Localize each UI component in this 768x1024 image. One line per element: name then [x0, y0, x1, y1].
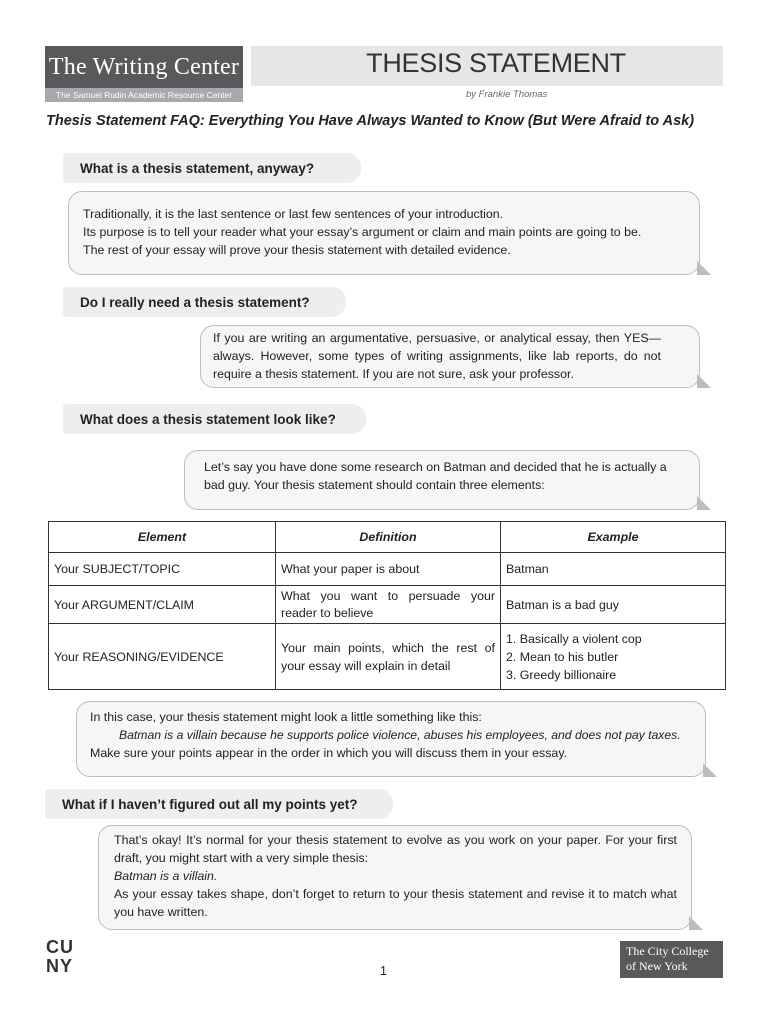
- answer-2-bubble: [200, 325, 700, 388]
- ccny-logo-line-2: of New York: [626, 959, 688, 973]
- example-point-3: 3. Greedy billionaire: [506, 667, 617, 682]
- answer-1-line-1: Traditionally, it is the last sentence or last few sentences of your introduction.: [83, 207, 504, 221]
- example-point-1: 1. Basically a violent cop: [506, 631, 642, 646]
- answer-1-line-2: Its purpose is to tell your reader what your essay’s argument or claim and main points are going to be.: [83, 225, 642, 239]
- example-point-2: 2. Mean to his butler: [506, 649, 619, 664]
- page-title: THESIS STATEMENT: [366, 48, 626, 78]
- ccny-logo: [620, 941, 723, 978]
- faq-title: Thesis Statement FAQ: Everything You Have Always Wanted to Know (But Were Afraid to Ask): [46, 113, 695, 129]
- writing-center-logo: The Writing Center: [45, 46, 243, 88]
- ccny-logo-line-1: The City College: [626, 944, 709, 958]
- example-bubble: [76, 701, 706, 777]
- column-header-example: Example: [501, 522, 726, 553]
- thesis-elements-table: [48, 521, 726, 690]
- example-thesis: Batman is a villain because he supports police violence, abuses his employees, and does not pay taxes.: [119, 728, 681, 742]
- table-cell: What your paper is about: [276, 553, 501, 586]
- page-number: 1: [380, 964, 387, 978]
- bubble-tail: [697, 496, 711, 510]
- table-row: [49, 553, 726, 586]
- answer-4-bubble: [98, 825, 692, 930]
- example-outro: Make sure your points appear in the order in which you will discuss them in your essay.: [90, 746, 568, 760]
- question-3: What does a thesis statement look like?: [63, 404, 366, 434]
- table-cell: Batman is a bad guy: [501, 586, 726, 624]
- table-row: [49, 586, 726, 624]
- table-cell: Your REASONING/EVIDENCE: [49, 624, 276, 690]
- question-1: What is a thesis statement, anyway?: [63, 153, 361, 183]
- bubble-tail: [697, 374, 711, 388]
- answer-1-line-3: The rest of your essay will prove your thesis statement with detailed evidence.: [83, 243, 511, 257]
- answer-3-text: Let’s say you have done some research on Batman and decided that he is actually a bad guy. Your thesis statement should contain three elements:: [204, 460, 667, 492]
- cuny-logo: [46, 938, 84, 978]
- answer-3-bubble: [184, 450, 700, 510]
- column-header-element: Element: [49, 522, 276, 553]
- question-2: Do I really need a thesis statement?: [63, 287, 346, 317]
- table-header-row: [49, 522, 726, 553]
- column-header-definition: Definition: [276, 522, 501, 553]
- answer-4-outro: As your essay takes shape, don’t forget to return to your thesis statement and revise it to match what you have written.: [114, 887, 677, 919]
- table-cell: Batman: [501, 553, 726, 586]
- bubble-tail: [697, 261, 711, 275]
- byline: by Frankie Thomas: [466, 89, 548, 100]
- table-cell: Your SUBJECT/TOPIC: [49, 553, 276, 586]
- cuny-logo-line-2: NY: [46, 956, 74, 976]
- table-cell: Your ARGUMENT/CLAIM: [49, 586, 276, 624]
- answer-4-example: Batman is a villain.: [114, 869, 218, 883]
- example-intro: In this case, your thesis statement might look a little something like this:: [90, 710, 482, 724]
- table-cell: What you want to persuade your reader to believe: [276, 586, 501, 624]
- cuny-logo-line-1: CU: [46, 937, 74, 957]
- table-cell: Your main points, which the rest of your essay will explain in detail: [276, 624, 501, 690]
- answer-2-text: If you are writing an argumentative, persuasive, or analytical essay, then YES—always. However, some types of writing assignments, like lab reports, do not require a thesis statement. If you are not sure, ask your professor.: [213, 331, 661, 381]
- bubble-tail: [703, 763, 717, 777]
- answer-4-intro: That’s okay! It’s normal for your thesis statement to evolve as you work on your paper. For your first draft, you might start with a very simple thesis:: [114, 833, 677, 865]
- bubble-tail: [689, 916, 703, 930]
- question-4: What if I haven’t figured out all my points yet?: [45, 789, 393, 819]
- logo-subtitle: The Samuel Rudin Academic Resource Center: [45, 88, 243, 102]
- table-row: [49, 624, 726, 690]
- answer-1-bubble: [68, 191, 700, 275]
- table-cell: [501, 624, 726, 690]
